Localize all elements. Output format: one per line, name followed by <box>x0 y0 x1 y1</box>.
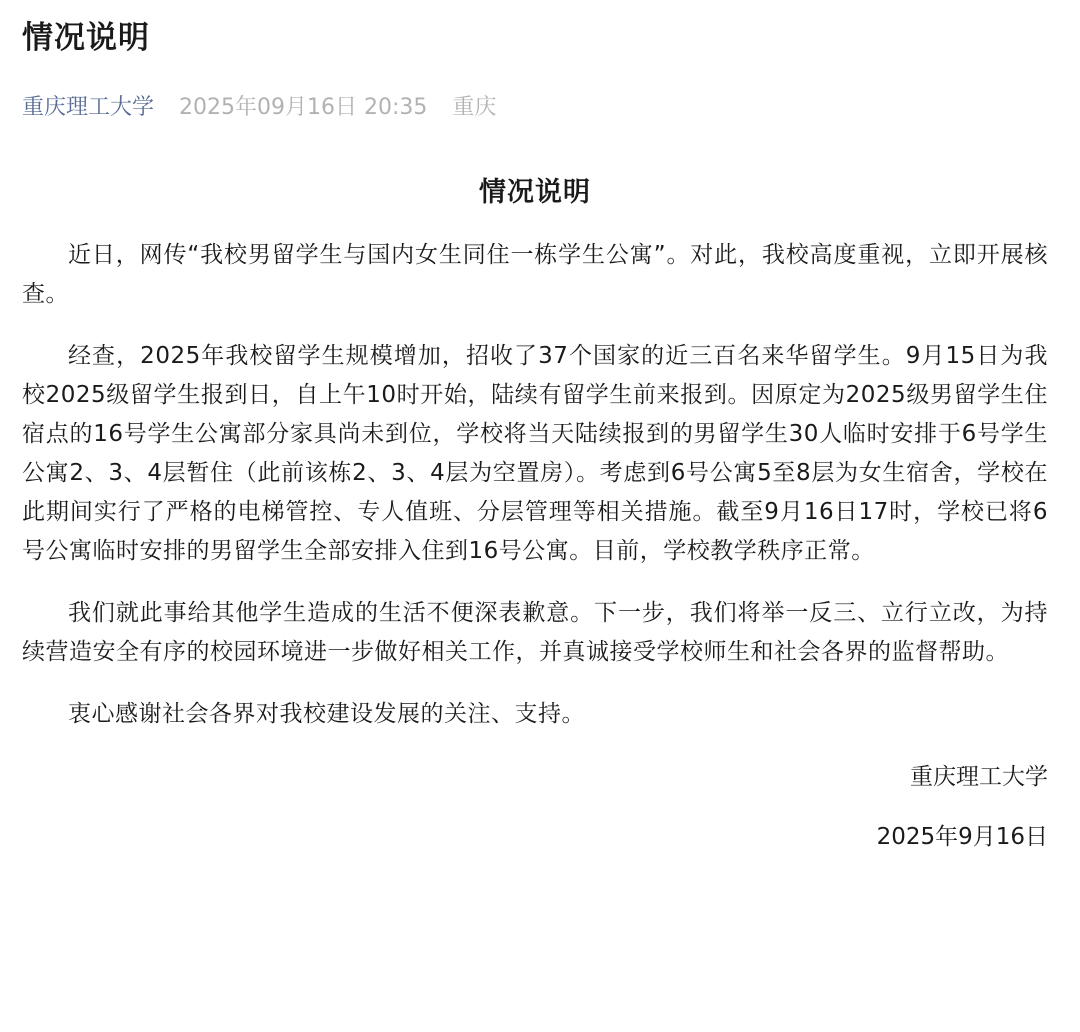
notice-paragraph: 我们就此事给其他学生造成的生活不便深表歉意。下一步，我们将举一反三、立行立改，为持续营造安全有序的校园环境进一步做好相关工作，并真诚接受学校师生和社会各界的监督帮助。 <box>22 600 1048 665</box>
publish-location: 重庆 <box>452 95 497 120</box>
notice-paragraph: 近日，网传“我校男留学生与国内女生同住一栋学生公寓”。对此，我校高度重视，立即开展核查。 <box>22 242 1048 307</box>
account-name-link[interactable]: 重庆理工大学 <box>22 95 155 120</box>
article-meta <box>22 88 1048 128</box>
notice-paragraph: 经查，2025年我校留学生规模增加，招收了37个国家的近三百名来华留学生。9月15日为我校2025级留学生报到日，自上午10时开始，陆续有留学生前来报到。因原定为2025级男留学生住宿点的16号学生公寓部分家具尚未到位，学校将当天陆续报到的男留学生30人临时安排于6号学生公寓2、3、4层暂住（此前该栋2、3、4层为空置房）。考虑到6号公寓5至8层为女生宿舍，学校在此期间实行了严格的电梯管控、专人值班、分层管理等相关措施。截至9月16日17时，学校已将6号公寓临时安排的男留学生全部安排入住到16号公寓。目前，学校教学秩序正常。 <box>22 343 1048 564</box>
notice-title: 情况说明 <box>479 177 591 208</box>
notice-signature: 重庆理工大学 <box>910 764 1048 790</box>
notice-body <box>22 236 1048 734</box>
publish-time: 2025年09月16日 20:35 <box>179 95 428 120</box>
article-title: 情况说明 <box>22 20 150 56</box>
notice-paragraph: 衷心感谢社会各界对我校建设发展的关注、支持。 <box>68 701 585 727</box>
notice-date: 2025年9月16日 <box>876 824 1048 850</box>
